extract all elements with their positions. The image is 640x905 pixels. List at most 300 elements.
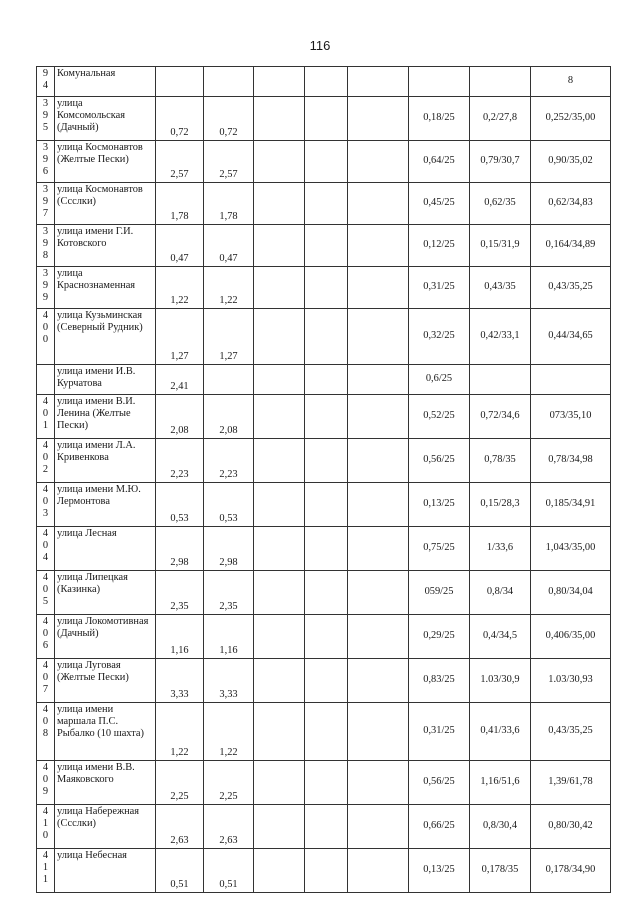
length-net [204, 483, 254, 527]
value-1 [409, 267, 470, 309]
row-number [37, 225, 55, 267]
empty-cell [305, 97, 348, 141]
value-1-text: 0,18/25 [423, 112, 455, 124]
row-number-text: 3 9 9 [42, 268, 49, 304]
length-total-text: 1,16 [170, 644, 189, 656]
length-net [204, 365, 254, 395]
table-row [37, 141, 611, 183]
value-2 [470, 225, 531, 267]
value-3 [531, 527, 611, 571]
value-3 [531, 97, 611, 141]
empty-cell [305, 267, 348, 309]
street-name [55, 141, 156, 183]
value-3 [531, 267, 611, 309]
value-2 [470, 309, 531, 365]
value-2 [470, 97, 531, 141]
streets-table [36, 66, 611, 893]
value-3-text: 0,90/35,02 [548, 155, 593, 167]
length-total [156, 395, 204, 439]
empty-cell [305, 395, 348, 439]
table-row [37, 365, 611, 395]
value-3-text: 0,406/35,00 [545, 630, 596, 642]
value-1 [409, 225, 470, 267]
length-net-text: 2,08 [219, 424, 238, 436]
row-number [37, 659, 55, 703]
length-net [204, 703, 254, 761]
length-total [156, 439, 204, 483]
length-net-text: 2,35 [219, 600, 238, 612]
row-number [37, 141, 55, 183]
street-name [55, 225, 156, 267]
row-number-text: 3 9 7 [42, 184, 49, 220]
street-name-text: улица Луговая (Желтые Пески) [57, 660, 129, 684]
empty-cell [305, 309, 348, 365]
empty-cell [348, 225, 409, 267]
length-total-text: 0,47 [170, 252, 189, 264]
length-total [156, 309, 204, 365]
row-number [37, 571, 55, 615]
street-name-text: улица Небесная [57, 850, 127, 861]
table-row [37, 309, 611, 365]
value-1 [409, 571, 470, 615]
value-2 [470, 395, 531, 439]
empty-cell [305, 615, 348, 659]
value-1-text: 0,31/25 [423, 725, 455, 737]
value-1 [409, 615, 470, 659]
empty-cell [348, 761, 409, 805]
value-3-text: 0,80/30,42 [548, 820, 593, 832]
empty-cell [305, 439, 348, 483]
value-3 [531, 395, 611, 439]
street-name [55, 395, 156, 439]
value-2-text: 0,43/35 [484, 281, 516, 293]
row-number [37, 365, 55, 395]
value-3 [531, 225, 611, 267]
value-1-text: 0,6/25 [425, 373, 453, 385]
length-net [204, 527, 254, 571]
length-total-text: 0,53 [170, 512, 189, 524]
length-net [204, 225, 254, 267]
empty-cell [348, 309, 409, 365]
length-total-text: 2,25 [170, 790, 189, 802]
length-total [156, 659, 204, 703]
value-3 [531, 761, 611, 805]
value-3-text: 0,62/34,83 [548, 197, 593, 209]
value-1-text: 0,45/25 [423, 197, 455, 209]
length-net-text: 0,51 [219, 878, 238, 890]
street-name-text: улица Космонавтов (Желтые Пески) [57, 142, 143, 166]
value-2 [470, 67, 531, 97]
street-name-text: улица Локомотивная (Дачный) [57, 616, 149, 640]
value-2-text: 0,72/34,6 [480, 410, 520, 422]
street-name [55, 805, 156, 849]
value-3-text: 0,164/34,89 [545, 239, 596, 251]
value-2-text: 0,79/30,7 [480, 155, 520, 167]
row-number-text: 4 1 0 [42, 806, 49, 842]
length-total [156, 225, 204, 267]
table-body [37, 67, 611, 893]
length-net-text: 0,53 [219, 512, 238, 524]
value-3 [531, 805, 611, 849]
length-total [156, 483, 204, 527]
empty-cell [305, 571, 348, 615]
value-3-text: 0,185/34,91 [545, 498, 596, 510]
length-net [204, 267, 254, 309]
empty-cell [254, 309, 305, 365]
table-row [37, 527, 611, 571]
value-1-text: 0,31/25 [423, 281, 455, 293]
length-net [204, 615, 254, 659]
table-row [37, 615, 611, 659]
empty-cell [348, 141, 409, 183]
street-name [55, 761, 156, 805]
value-2 [470, 483, 531, 527]
value-2 [470, 267, 531, 309]
length-total-text: 2,08 [170, 424, 189, 436]
value-3 [531, 483, 611, 527]
row-number [37, 483, 55, 527]
length-net-text: 2,98 [219, 556, 238, 568]
row-number-text: 4 0 5 [42, 572, 49, 608]
length-total [156, 365, 204, 395]
value-1 [409, 309, 470, 365]
value-2 [470, 659, 531, 703]
empty-cell [348, 365, 409, 395]
row-number-text: 4 0 8 [42, 704, 49, 740]
table-row [37, 395, 611, 439]
value-3-text: 0,43/35,25 [548, 281, 593, 293]
row-number [37, 805, 55, 849]
value-3 [531, 67, 611, 97]
length-net [204, 571, 254, 615]
row-number [37, 527, 55, 571]
value-2 [470, 439, 531, 483]
street-name-text: улица имени В.И. Ленина (Желтые Пески) [57, 396, 136, 432]
street-name-text: улица Лесная [57, 528, 117, 539]
length-total-text: 2,23 [170, 468, 189, 480]
value-2 [470, 141, 531, 183]
empty-cell [254, 267, 305, 309]
length-net-text: 1,22 [219, 746, 238, 758]
empty-cell [348, 805, 409, 849]
empty-cell [348, 67, 409, 97]
value-2-text: 1,16/51,6 [480, 776, 520, 788]
value-1 [409, 483, 470, 527]
row-number-text: 4 0 4 [42, 528, 49, 564]
row-number-text: 3 9 8 [42, 226, 49, 262]
empty-cell [348, 267, 409, 309]
row-number [37, 703, 55, 761]
table-row [37, 97, 611, 141]
empty-cell [254, 805, 305, 849]
length-total [156, 267, 204, 309]
table-row [37, 805, 611, 849]
table-row [37, 67, 611, 97]
length-net-text: 0,72 [219, 126, 238, 138]
row-number [37, 97, 55, 141]
length-total [156, 615, 204, 659]
length-net [204, 439, 254, 483]
empty-cell [254, 439, 305, 483]
street-name [55, 97, 156, 141]
value-2 [470, 703, 531, 761]
value-2-text: 1.03/30,9 [480, 674, 520, 686]
empty-cell [254, 141, 305, 183]
value-2-text: 0,41/33,6 [480, 725, 520, 737]
street-name-text: улица Набережная (Ссслки) [57, 806, 140, 830]
empty-cell [348, 659, 409, 703]
table-row [37, 483, 611, 527]
row-number-text: 4 0 0 [42, 310, 49, 346]
value-3-text: 073/35,10 [549, 410, 592, 422]
empty-cell [305, 805, 348, 849]
street-name [55, 571, 156, 615]
value-2-text: 0,4/34,5 [482, 630, 518, 642]
value-1-text: 0,13/25 [423, 864, 455, 876]
empty-cell [254, 571, 305, 615]
length-total-text: 2,57 [170, 168, 189, 180]
value-1-text: 0,32/25 [423, 330, 455, 342]
value-3-text: 1,39/61,78 [548, 776, 593, 788]
value-3 [531, 849, 611, 893]
row-number [37, 267, 55, 309]
empty-cell [348, 615, 409, 659]
value-1-text: 0,29/25 [423, 630, 455, 642]
value-2-text: 0,42/33,1 [480, 330, 520, 342]
length-total [156, 67, 204, 97]
length-total [156, 761, 204, 805]
table-row [37, 703, 611, 761]
street-name-text: улица имени М.Ю. Лермонтова [57, 484, 141, 508]
value-2-text: 0,62/35 [484, 197, 516, 209]
street-name-text: улица Космонавтов (Ссслки) [57, 184, 143, 208]
value-2-text: 0,2/27,8 [482, 112, 518, 124]
empty-cell [348, 571, 409, 615]
table-row [37, 439, 611, 483]
table-row [37, 267, 611, 309]
empty-cell [254, 395, 305, 439]
street-name-text: улица имени И.В. Курчатова [57, 366, 136, 390]
empty-cell [348, 439, 409, 483]
empty-cell [254, 527, 305, 571]
row-number-text: 4 0 3 [42, 484, 49, 520]
length-net [204, 97, 254, 141]
row-number [37, 849, 55, 893]
street-name-text: улица имени маршала П.С. Рыбалко (10 шахта) [57, 704, 144, 740]
street-name-text: улица Комсомольская (Дачный) [57, 98, 126, 134]
street-name-text: улица Краснознаменная [57, 268, 136, 292]
empty-cell [305, 67, 348, 97]
length-total-text: 2,35 [170, 600, 189, 612]
street-name-text: улица Липецкая (Казинка) [57, 572, 128, 596]
value-1 [409, 703, 470, 761]
value-3 [531, 571, 611, 615]
table-row [37, 761, 611, 805]
street-name [55, 527, 156, 571]
empty-cell [348, 97, 409, 141]
table-row [37, 849, 611, 893]
value-3-text: 0,80/34,04 [548, 586, 593, 598]
length-net-text: 2,23 [219, 468, 238, 480]
length-total-text: 2,98 [170, 556, 189, 568]
value-3 [531, 439, 611, 483]
empty-cell [348, 395, 409, 439]
value-1-text: 0,83/25 [423, 674, 455, 686]
value-1 [409, 439, 470, 483]
empty-cell [254, 615, 305, 659]
street-name [55, 849, 156, 893]
value-1 [409, 527, 470, 571]
value-3-text: 0,43/35,25 [548, 725, 593, 737]
value-3 [531, 141, 611, 183]
value-2-text: 0,8/30,4 [482, 820, 518, 832]
value-2 [470, 365, 531, 395]
length-net-text: 1,78 [219, 210, 238, 222]
value-2-text: 1/33,6 [486, 542, 514, 554]
value-1-text: 0,56/25 [423, 776, 455, 788]
empty-cell [254, 365, 305, 395]
value-1-text: 0,56/25 [423, 454, 455, 466]
length-net-text: 2,57 [219, 168, 238, 180]
value-2-text: 0,78/35 [484, 454, 516, 466]
length-total-text: 0,51 [170, 878, 189, 890]
value-3 [531, 615, 611, 659]
empty-cell [305, 761, 348, 805]
length-net [204, 659, 254, 703]
length-net-text: 2,25 [219, 790, 238, 802]
row-number [37, 67, 55, 97]
length-net [204, 67, 254, 97]
row-number [37, 309, 55, 365]
value-1 [409, 395, 470, 439]
empty-cell [254, 483, 305, 527]
empty-cell [254, 67, 305, 97]
empty-cell [254, 849, 305, 893]
value-2 [470, 849, 531, 893]
value-3 [531, 309, 611, 365]
length-total [156, 571, 204, 615]
length-net-text: 1,22 [219, 294, 238, 306]
row-number-text: 4 0 9 [42, 762, 49, 798]
empty-cell [254, 97, 305, 141]
street-name [55, 183, 156, 225]
value-2 [470, 183, 531, 225]
row-number [37, 183, 55, 225]
street-name [55, 67, 156, 97]
street-name-text: Комунальная [57, 68, 116, 79]
street-name [55, 615, 156, 659]
length-net [204, 761, 254, 805]
length-total [156, 141, 204, 183]
value-1 [409, 849, 470, 893]
empty-cell [305, 703, 348, 761]
row-number-text: 4 0 7 [42, 660, 49, 696]
empty-cell [305, 365, 348, 395]
value-1 [409, 365, 470, 395]
street-name-text: улица Кузьминская (Северный Рудник) [57, 310, 143, 334]
empty-cell [305, 141, 348, 183]
street-name [55, 659, 156, 703]
empty-cell [348, 527, 409, 571]
row-number-text: 4 1 1 [42, 850, 49, 886]
length-net-text: 3,33 [219, 688, 238, 700]
value-3-text: 0,44/34,65 [548, 330, 593, 342]
value-3-text: 8 [567, 75, 574, 87]
empty-cell [254, 225, 305, 267]
value-1-text: 0,52/25 [423, 410, 455, 422]
length-total [156, 805, 204, 849]
value-3-text: 0,252/35,00 [545, 112, 596, 124]
value-1 [409, 761, 470, 805]
row-number [37, 761, 55, 805]
length-total-text: 2,41 [170, 380, 189, 392]
length-net-text: 0,47 [219, 252, 238, 264]
empty-cell [348, 483, 409, 527]
length-total [156, 703, 204, 761]
length-net-text: 1,16 [219, 644, 238, 656]
value-3 [531, 365, 611, 395]
length-total [156, 97, 204, 141]
length-net [204, 805, 254, 849]
value-1 [409, 659, 470, 703]
value-2-text: 0,178/35 [481, 864, 519, 876]
page-number: 116 [309, 38, 331, 53]
value-3 [531, 183, 611, 225]
length-total [156, 849, 204, 893]
value-3-text: 1,043/35,00 [545, 542, 596, 554]
value-2 [470, 805, 531, 849]
value-1-text: 059/25 [424, 586, 454, 598]
empty-cell [305, 483, 348, 527]
row-number [37, 615, 55, 659]
length-total-text: 0,72 [170, 126, 189, 138]
length-total-text: 1,22 [170, 746, 189, 758]
value-1-text: 0,12/25 [423, 239, 455, 251]
row-number-text: 3 9 5 [42, 98, 49, 134]
empty-cell [254, 183, 305, 225]
length-net-text: 1,27 [219, 350, 238, 362]
value-2 [470, 615, 531, 659]
length-total-text: 2,63 [170, 834, 189, 846]
value-1 [409, 67, 470, 97]
row-number-text: 3 9 6 [42, 142, 49, 178]
empty-cell [254, 761, 305, 805]
length-net [204, 849, 254, 893]
value-2-text: 0,15/28,3 [480, 498, 520, 510]
length-total [156, 527, 204, 571]
value-1 [409, 141, 470, 183]
empty-cell [305, 225, 348, 267]
length-total [156, 183, 204, 225]
length-net [204, 183, 254, 225]
value-1-text: 0,75/25 [423, 542, 455, 554]
street-name [55, 365, 156, 395]
value-2-text: 0,8/34 [486, 586, 514, 598]
value-3-text: 0,178/34,90 [545, 864, 596, 876]
table-row [37, 183, 611, 225]
length-total-text: 1,27 [170, 350, 189, 362]
value-1-text: 0,13/25 [423, 498, 455, 510]
row-number-text: 4 0 6 [42, 616, 49, 652]
row-number-text: 4 0 2 [42, 440, 49, 476]
table-row [37, 225, 611, 267]
street-name-text: улица имени В.В. Маяковского [57, 762, 135, 786]
empty-cell [254, 703, 305, 761]
table-row [37, 659, 611, 703]
length-net [204, 141, 254, 183]
value-2 [470, 527, 531, 571]
row-number [37, 395, 55, 439]
